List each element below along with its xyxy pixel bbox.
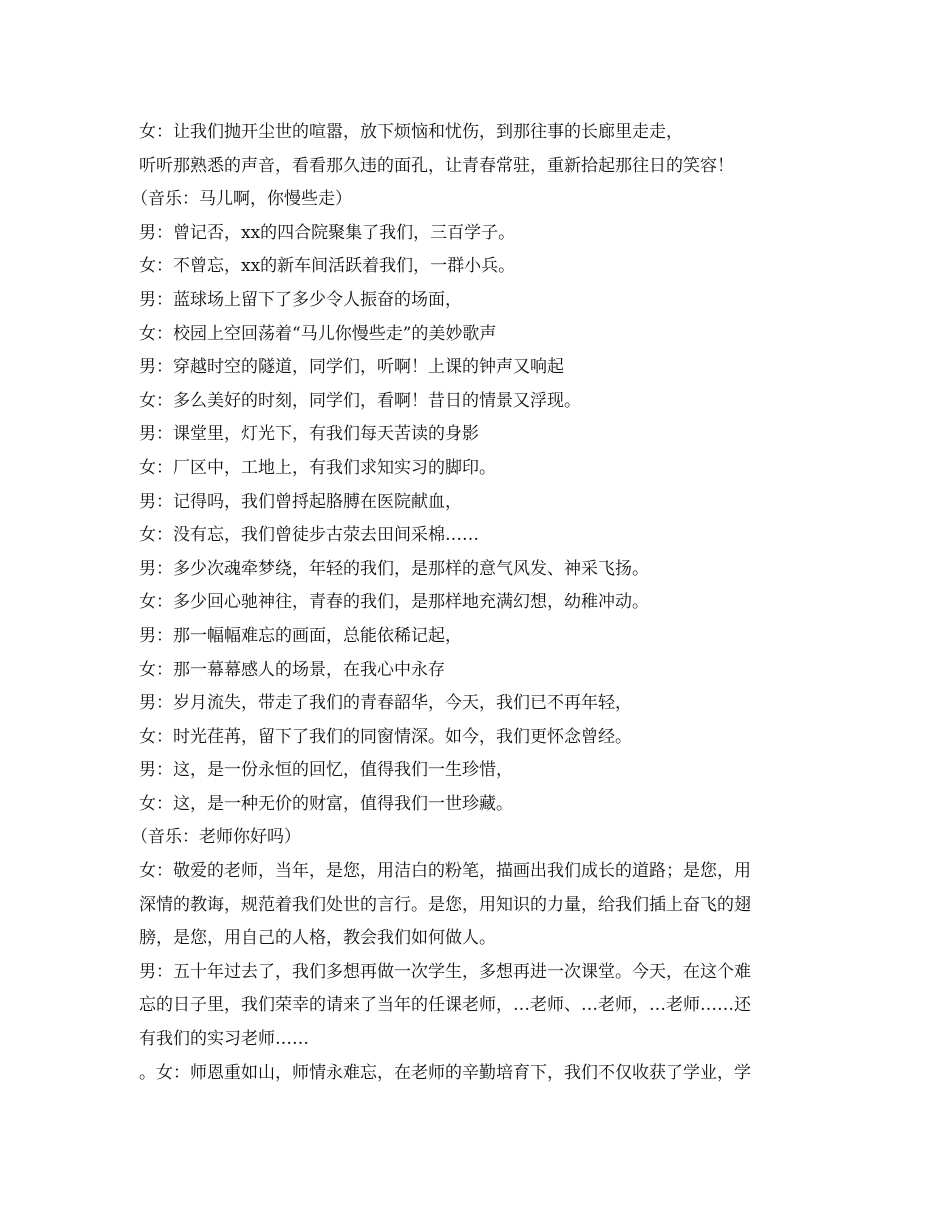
text-line: 男：那一幅幅难忘的画面，总能依稀记起， bbox=[139, 625, 462, 646]
music-cue-line: （音乐：马儿啊，你慢些走） bbox=[131, 189, 352, 210]
text-line: 女：时光荏苒，留下了我们的同窗情深。如今，我们更怀念曾经。 bbox=[139, 726, 632, 747]
text-line: 听听那熟悉的声音，看看那久违的面孔，让青春常驻，重新拾起那往日的笑容！ bbox=[139, 155, 734, 176]
text-line: 男：多少次魂牵梦绕，年轻的我们，是那样的意气风发、神采飞扬。 bbox=[139, 558, 649, 579]
text-line: 女：让我们抛开尘世的喧嚣，放下烦恼和忧伤，到那往事的长廊里走走， bbox=[139, 122, 683, 142]
text-line: 男：曾记否，xx的四合院聚集了我们，三百学子。 bbox=[139, 222, 516, 243]
text-line: 膀，是您，用自己的人格，教会我们如何做人。 bbox=[139, 928, 496, 949]
text-line: 女：那一幕幕感人的场景，在我心中永存 bbox=[139, 659, 445, 680]
text-line: 。女：师恩重如山，师情永难忘，在老师的辛勤培育下，我们不仅收获了学业，学 bbox=[139, 1062, 751, 1083]
document-body bbox=[131, 116, 819, 1090]
text-line: 女：敬爱的老师，当年，是您，用洁白的粉笔，描画出我们成长的道路；是您，用 bbox=[139, 861, 751, 882]
text-line: 女：多么美好的时刻，同学们，看啊！昔日的情景又浮现。 bbox=[139, 390, 581, 411]
text-line: 男：五十年过去了，我们多想再做一次学生，多想再进一次课堂。今天，在这个难 bbox=[139, 961, 751, 982]
text-line: 深情的教诲，规范着我们处世的言行。是您，用知识的力量，给我们插上奋飞的翅 bbox=[139, 894, 751, 915]
music-cue-line: （音乐：老师你好吗） bbox=[131, 827, 301, 848]
text-line: 男：记得吗，我们曾捋起胳膊在医院献血， bbox=[139, 491, 462, 512]
text-line: 女：校园上空回荡着“马儿你慢些走”的美妙歌声 bbox=[139, 323, 497, 344]
text-line: 男：蓝球场上留下了多少令人振奋的场面， bbox=[139, 289, 462, 310]
text-line: 有我们的实习老师…… bbox=[139, 1029, 309, 1050]
text-line: 男：这，是一份永恒的回忆，值得我们一生珍惜， bbox=[139, 760, 513, 781]
text-line: 男：岁月流失，带走了我们的青春韶华，今天，我们已不再年轻， bbox=[139, 693, 632, 714]
text-line: 男：穿越时空的隧道，同学们，听啊！上课的钟声又响起 bbox=[139, 357, 564, 378]
text-line: 女：这，是一种无价的财富，值得我们一世珍藏。 bbox=[139, 793, 513, 814]
text-line: 女：不曾忘，xx的新车间活跃着我们，一群小兵。 bbox=[139, 256, 516, 277]
text-line: 女：厂区中，工地上，有我们求知实习的脚印。 bbox=[139, 457, 496, 478]
text-line: 女：没有忘，我们曾徒步古荥去田间采棉…… bbox=[139, 525, 479, 546]
text-line: 忘的日子里，我们荣幸的请来了当年的任课老师，…老师、…老师，…老师……还 bbox=[139, 995, 751, 1016]
text-line: 男：课堂里，灯光下，有我们每天苦读的身影 bbox=[139, 424, 479, 445]
text-line: 女：多少回心驰神往，青春的我们，是那样地充满幻想，幼稚冲动。 bbox=[139, 592, 649, 613]
